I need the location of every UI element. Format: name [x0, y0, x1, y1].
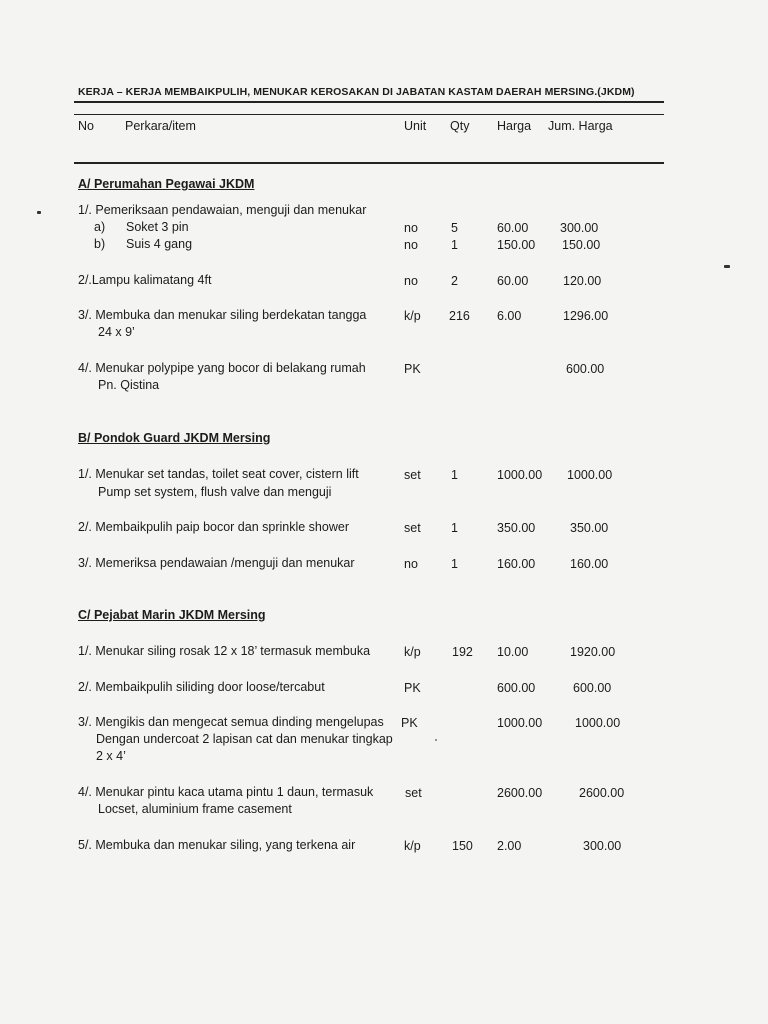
- item-a1b-desc: Suis 4 gang: [126, 237, 193, 251]
- item-a3-unit: k/p: [404, 309, 421, 323]
- item-a1a-qty: 5: [451, 221, 458, 235]
- header-qty: Qty: [450, 119, 470, 133]
- item-c3-desc-line2: Dengan undercoat 2 lapisan cat dan menukar tingkap: [96, 732, 393, 746]
- document-title: KERJA – KERJA MEMBAIKPULIH, MENUKAR KEROSAKAN DI JABATAN KASTAM DAERAH MERSING.(JKDM): [78, 86, 635, 98]
- header-item: Perkara/item: [125, 119, 196, 133]
- item-b1-qty: 1: [451, 468, 458, 482]
- section-title-b: B/ Pondok Guard JKDM Mersing: [78, 431, 271, 445]
- header-no: No: [78, 119, 94, 133]
- item-a3-jum: 1296.00: [563, 309, 609, 323]
- item-b2-unit: set: [404, 521, 421, 535]
- item-b2-harga: 350.00: [497, 521, 536, 535]
- item-b3-unit: no: [404, 557, 418, 571]
- item-c4-desc-line1: 4/. Menukar pintu kaca utama pintu 1 daun, termasuk: [78, 785, 374, 799]
- item-a2-desc: 2/.Lampu kalimatang 4ft: [78, 273, 212, 287]
- header-unit: Unit: [404, 119, 427, 133]
- item-a3-harga: 6.00: [497, 309, 522, 323]
- item-c2-desc: 2/. Membaikpulih siliding door loose/tercabut: [78, 680, 325, 694]
- item-b3-desc: 3/. Memeriksa pendawaian /menguji dan menukar: [78, 556, 355, 570]
- item-b1-harga: 1000.00: [497, 468, 543, 482]
- header-harga: Harga: [497, 119, 532, 133]
- item-b1-desc-line1: 1/. Menukar set tandas, toilet seat cover, cistern lift: [78, 467, 359, 481]
- item-c2-unit: PK: [404, 681, 421, 695]
- item-a1b-letter: b): [94, 237, 106, 251]
- item-a1a-jum: 300.00: [560, 221, 599, 235]
- item-b3-qty: 1: [451, 557, 458, 571]
- item-c1-desc: 1/. Menukar siling rosak 12 x 18’ termasuk membuka: [78, 644, 371, 658]
- section-title-c: C/ Pejabat Marin JKDM Mersing: [78, 608, 266, 622]
- item-c1-unit: k/p: [404, 645, 421, 659]
- scan-speck: [37, 211, 41, 214]
- item-c3-unit: PK: [401, 716, 418, 730]
- item-a1b-harga: 150.00: [497, 238, 536, 252]
- item-a4-desc-line1: 4/. Menukar polypipe yang bocor di belakang rumah: [78, 361, 366, 375]
- scan-speck: [435, 739, 437, 741]
- item-c4-jum: 2600.00: [579, 786, 625, 800]
- item-c3-desc-line3: 2 x 4’: [96, 749, 126, 763]
- item-b2-desc: 2/. Membaikpulih paip bocor dan sprinkle shower: [78, 520, 349, 534]
- item-c3-desc-line1: 3/. Mengikis dan mengecat semua dinding mengelupas: [78, 715, 384, 729]
- item-a1b-unit: no: [404, 238, 418, 252]
- item-a1b-jum: 150.00: [562, 238, 601, 252]
- header-jum-harga: Jum. Harga: [548, 119, 613, 133]
- item-a2-qty: 2: [451, 274, 458, 288]
- item-c5-harga: 2.00: [497, 839, 522, 853]
- item-a4-unit: PK: [404, 362, 421, 376]
- item-c5-unit: k/p: [404, 839, 421, 853]
- item-b2-jum: 350.00: [570, 521, 609, 535]
- item-c3-jum: 1000.00: [575, 716, 621, 730]
- item-c5-jum: 300.00: [583, 839, 622, 853]
- item-c1-jum: 1920.00: [570, 645, 616, 659]
- item-a2-harga: 60.00: [497, 274, 529, 288]
- item-b1-unit: set: [404, 468, 421, 482]
- item-c4-unit: set: [405, 786, 422, 800]
- item-a3-qty: 216: [449, 309, 470, 323]
- item-c4-desc-line2: Locset, aluminium frame casement: [98, 802, 292, 816]
- title-rule: [74, 101, 664, 103]
- item-a1-line: 1/. Pemeriksaan pendawaian, menguji dan menukar: [78, 203, 367, 217]
- item-a3-desc-line1: 3/. Membuka dan menukar siling berdekatan tangga: [78, 308, 367, 322]
- item-c3-harga: 1000.00: [497, 716, 543, 730]
- item-a1a-letter: a): [94, 220, 106, 234]
- item-c1-harga: 10.00: [497, 645, 529, 659]
- item-a2-jum: 120.00: [563, 274, 602, 288]
- item-b3-jum: 160.00: [570, 557, 609, 571]
- item-b2-qty: 1: [451, 521, 458, 535]
- item-c1-qty: 192: [452, 645, 473, 659]
- item-a1a-harga: 60.00: [497, 221, 529, 235]
- item-a1a-unit: no: [404, 221, 418, 235]
- item-b3-harga: 160.00: [497, 557, 536, 571]
- item-a4-jum: 600.00: [566, 362, 605, 376]
- item-c4-harga: 2600.00: [497, 786, 543, 800]
- scan-speck: [724, 265, 730, 268]
- item-a1b-qty: 1: [451, 238, 458, 252]
- item-b1-jum: 1000.00: [567, 468, 613, 482]
- item-a3-desc-line2: 24 x 9’: [98, 325, 135, 339]
- item-c2-jum: 600.00: [573, 681, 612, 695]
- item-c5-desc: 5/. Membuka dan menukar siling, yang terkena air: [78, 838, 356, 852]
- item-a1a-desc: Soket 3 pin: [126, 220, 189, 234]
- section-title-a: A/ Perumahan Pegawai JKDM: [78, 177, 255, 191]
- item-c2-harga: 600.00: [497, 681, 536, 695]
- item-b1-desc-line2: Pump set system, flush valve dan menguji: [98, 485, 332, 499]
- item-c5-qty: 150: [452, 839, 473, 853]
- header-bottom-rule: [74, 162, 664, 164]
- item-a4-desc-line2: Pn. Qistina: [98, 378, 160, 392]
- header-top-rule: [74, 114, 664, 115]
- item-a2-unit: no: [404, 274, 418, 288]
